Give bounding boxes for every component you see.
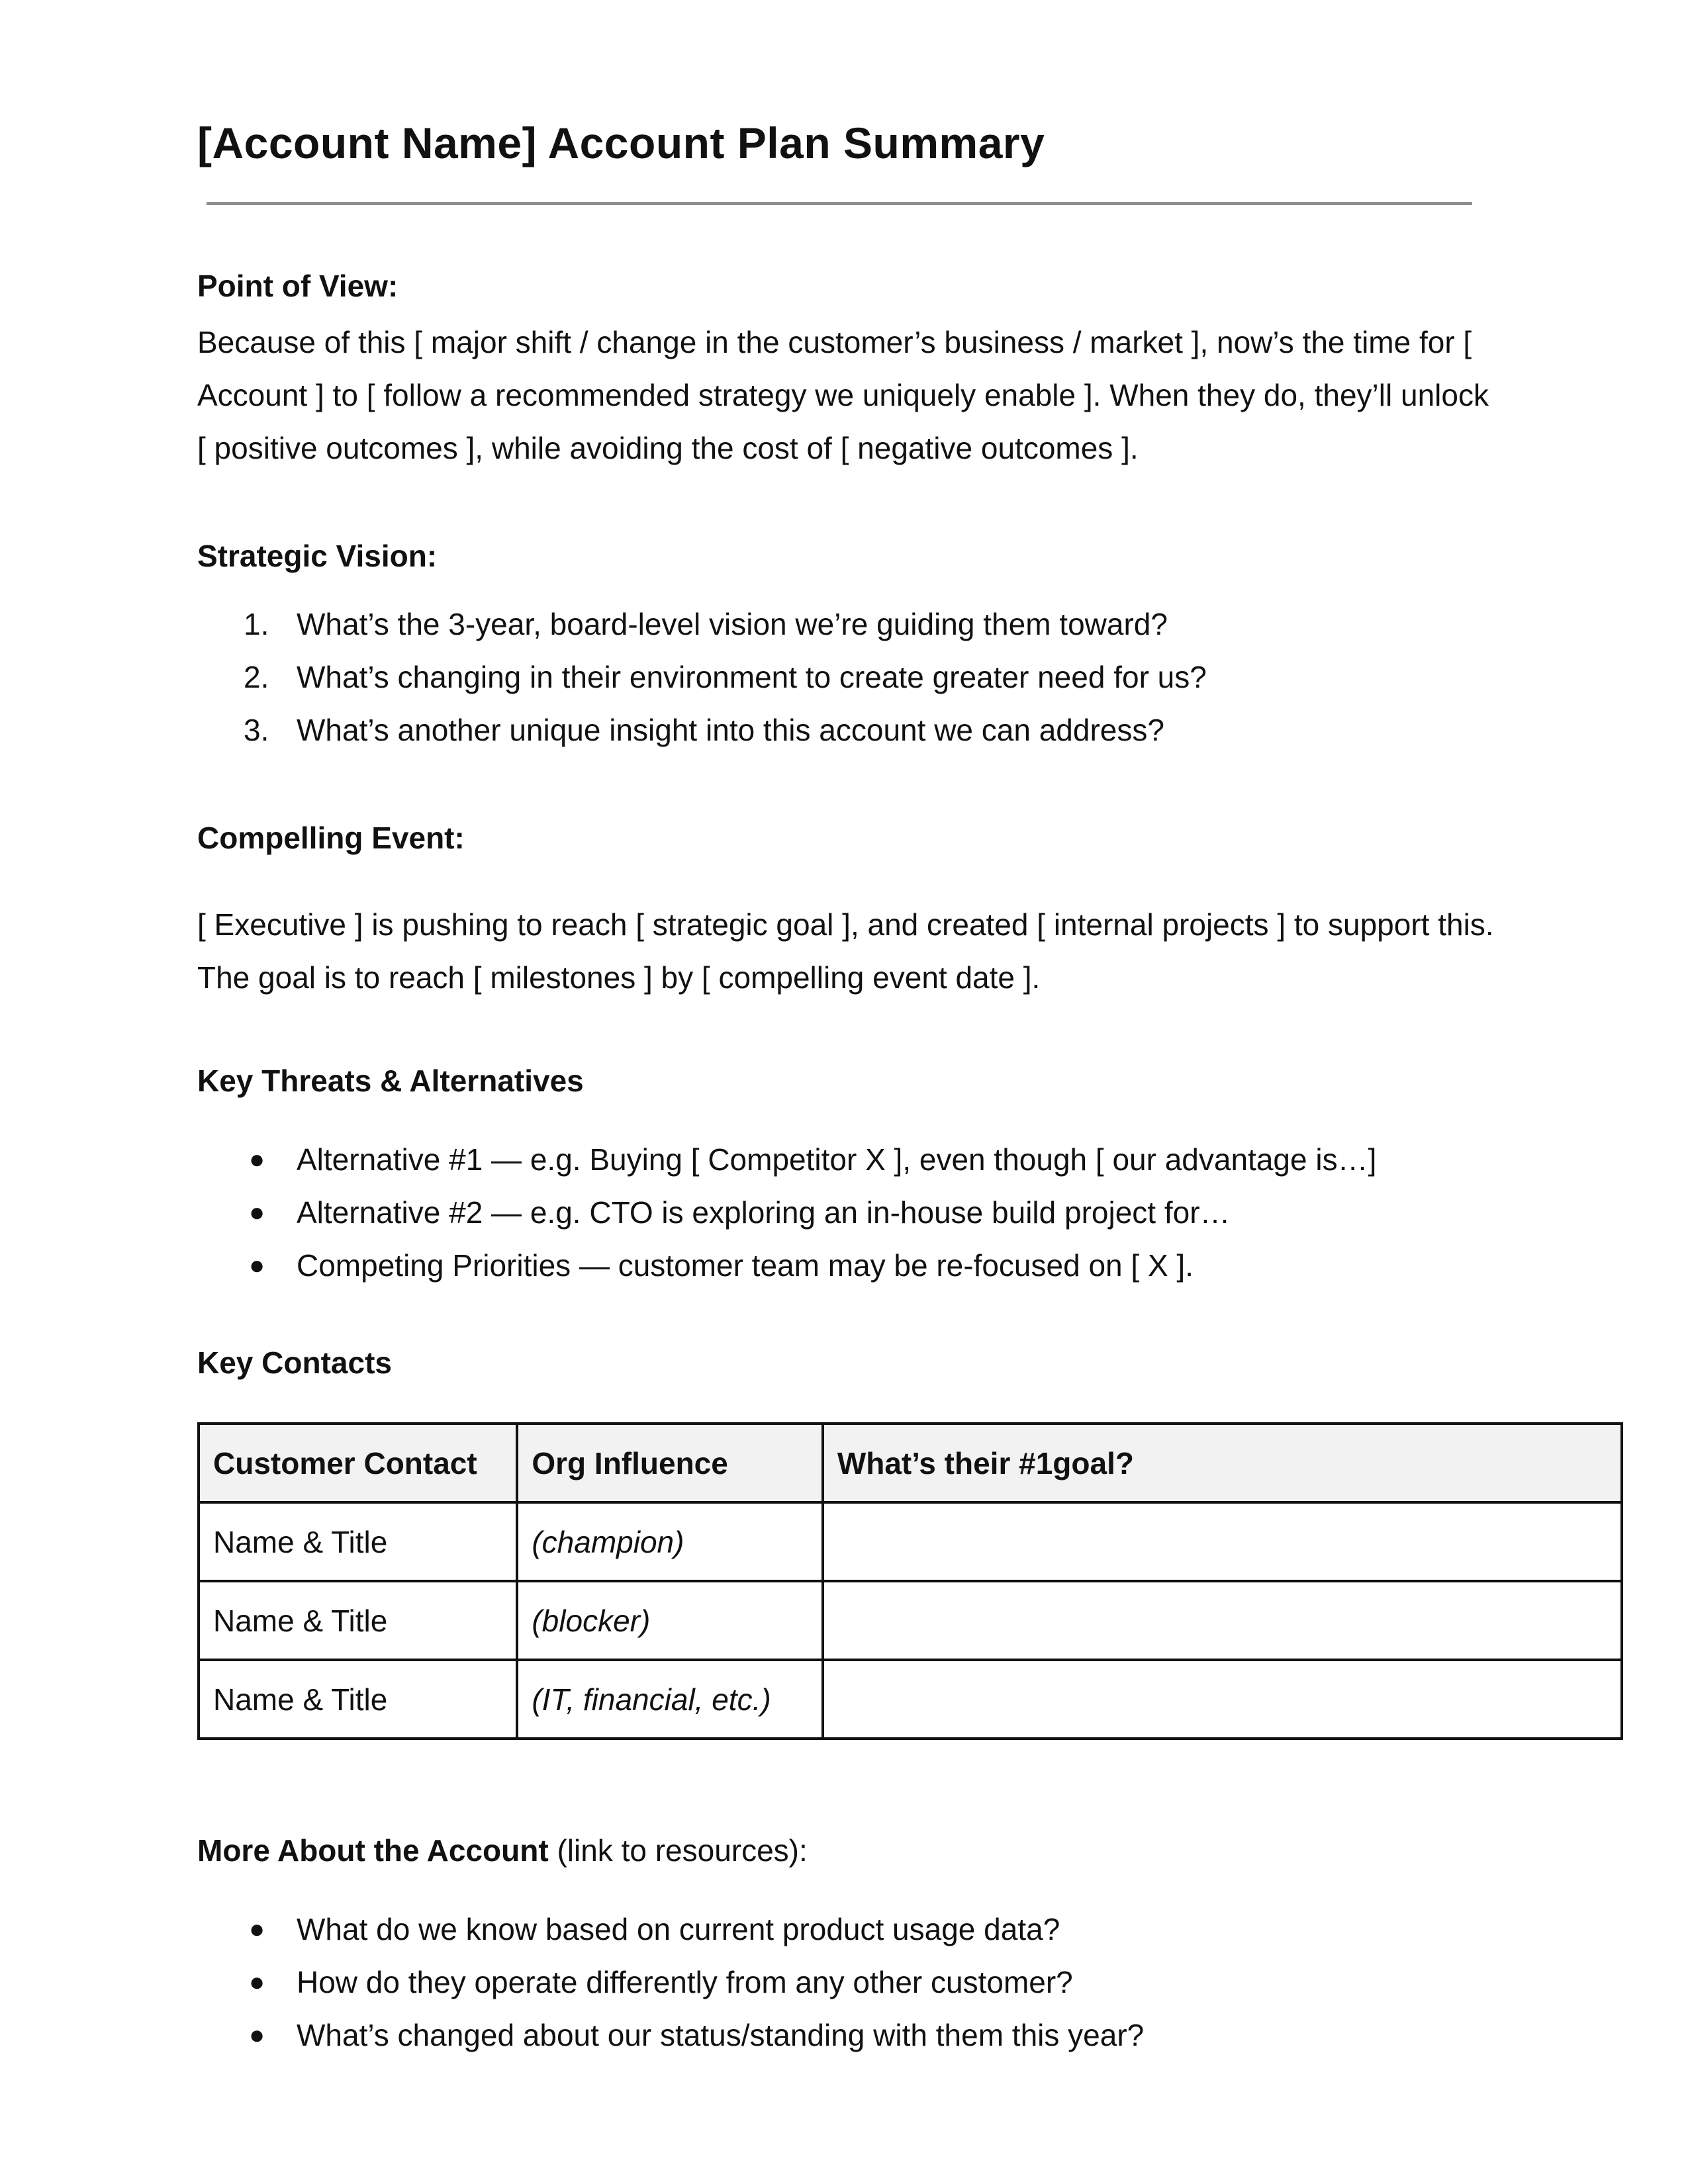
document-title: [Account Name] Account Plan Summary xyxy=(197,118,1045,167)
bullet-icon: ● xyxy=(249,1915,265,1944)
list-item-text: What’s the 3-year, board-level vision we’re guiding them toward? xyxy=(297,607,1168,641)
contact-cell: Name & Title xyxy=(199,1660,517,1739)
more-about-heading-link-note: (link to resources): xyxy=(548,1833,808,1868)
table-row xyxy=(199,1660,1622,1739)
column-header-org-influence: Org Influence xyxy=(517,1424,822,1502)
column-header-goal: What’s their #1goal? xyxy=(823,1424,1622,1502)
list-item-text: Alternative #2 — e.g. CTO is exploring an in-house build project for… xyxy=(297,1195,1231,1230)
table-row xyxy=(199,1502,1622,1581)
bullet-icon: ● xyxy=(249,1198,265,1227)
point-of-view-body: Because of this [ major shift / change in the customer’s business / market ], now’s the time for [ Account ] to [ follow a recommended strategy we uniquely enable ]. When they do, they’ll unlock [ positive outcomes ], while avoiding the cost of [ negative outcomes ]. xyxy=(197,325,1489,465)
compelling-event-body: [ Executive ] is pushing to reach [ strategic goal ], and created [ internal projects ] to support this. The goal is to reach [ milestones ] by [ compelling event date ]. xyxy=(197,907,1494,995)
title-divider xyxy=(207,202,1472,205)
list-number: 2. xyxy=(244,660,269,694)
contact-cell: Name & Title xyxy=(199,1502,517,1581)
list-number: 3. xyxy=(244,713,269,747)
goal-cell xyxy=(823,1660,1622,1739)
key-contacts-heading: Key Contacts xyxy=(197,1345,392,1380)
bullet-icon: ● xyxy=(249,1968,265,1997)
table-row xyxy=(199,1581,1622,1660)
key-threats-heading: Key Threats & Alternatives xyxy=(197,1064,584,1098)
list-item-text: What do we know based on current product usage data? xyxy=(297,1912,1060,1946)
bullet-icon: ● xyxy=(249,1251,265,1280)
goal-cell xyxy=(823,1502,1622,1581)
goal-cell xyxy=(823,1581,1622,1660)
influence-cell: (champion) xyxy=(517,1502,822,1581)
list-item-text: Competing Priorities — customer team may be re-focused on [ X ]. xyxy=(297,1248,1194,1283)
list-number: 1. xyxy=(244,607,269,641)
strategic-vision-heading: Strategic Vision: xyxy=(197,539,438,573)
column-header-customer-contact: Customer Contact xyxy=(199,1424,517,1502)
list-item-text: What’s changing in their environment to create greater need for us? xyxy=(297,660,1207,694)
list-item-text: Alternative #1 — e.g. Buying [ Competitor X ], even though [ our advantage is…] xyxy=(297,1142,1377,1177)
influence-cell: (IT, financial, etc.) xyxy=(517,1660,822,1739)
table-header-row xyxy=(199,1424,1622,1502)
point-of-view-heading: Point of View: xyxy=(197,269,399,303)
more-about-heading xyxy=(197,1833,808,1868)
bullet-icon: ● xyxy=(249,1145,265,1174)
more-about-heading-bold: More About the Account xyxy=(197,1833,549,1868)
influence-cell: (blocker) xyxy=(517,1581,822,1660)
list-item-text: What’s changed about our status/standing with them this year? xyxy=(297,2018,1145,2052)
bullet-icon: ● xyxy=(249,2021,265,2050)
contact-cell: Name & Title xyxy=(199,1581,517,1660)
list-item-text: What’s another unique insight into this account we can address? xyxy=(297,713,1164,747)
compelling-event-heading: Compelling Event: xyxy=(197,821,465,855)
key-contacts-table xyxy=(197,1422,1623,1740)
list-item-text: How do they operate differently from any other customer? xyxy=(297,1965,1073,1999)
